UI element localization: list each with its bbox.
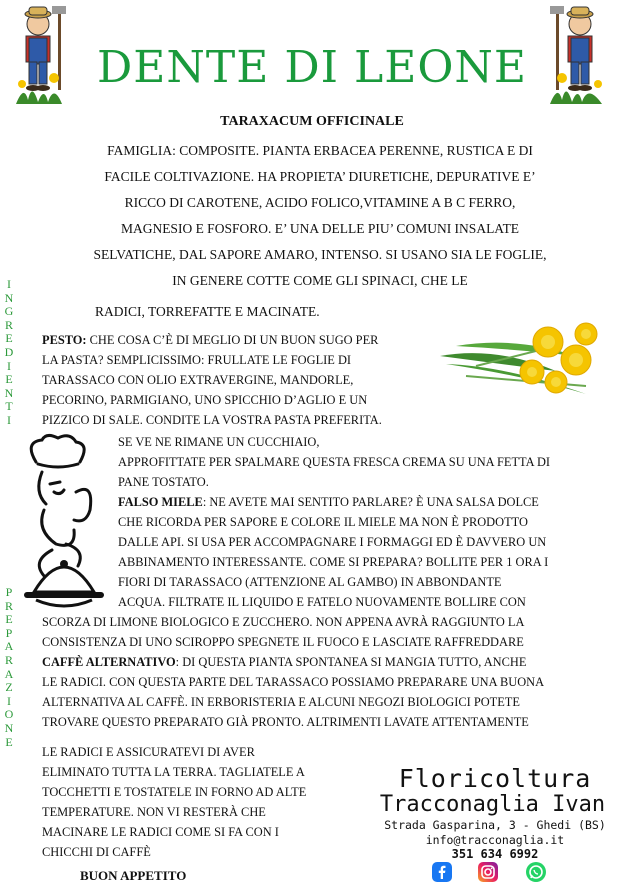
pesto-line bbox=[42, 330, 412, 350]
intro-line: SELVATICHE, DAL SAPORE AMARO, INTENSO. SI USANO SIA LE FOGLIE, bbox=[93, 247, 547, 262]
falso-miele-title: FALSO MIELE bbox=[118, 495, 203, 509]
chef-illustration bbox=[16, 432, 112, 616]
pesto-line: PANE TOSTATO. bbox=[118, 475, 209, 489]
pesto-line: PECORINO, PARMIGIANO, UNO SPICCHIO D’AGLIO E UN bbox=[42, 393, 368, 407]
intro-line: FAMIGLIA: COMPOSITE. PIANTA ERBACEA PERENNE, RUSTICA E DI bbox=[107, 143, 533, 158]
intro-line: IN GENERE COTTE COME GLI SPINACI, CHE LE bbox=[172, 273, 468, 288]
caffe-line: CHICCHI DI CAFFÈ bbox=[42, 845, 151, 859]
miele-line: SCORZA DI LIMONE BIOLOGICO E ZUCCHERO. NON APPENA AVRÀ RAGGIUNTO LA bbox=[42, 615, 525, 629]
caffe-alternativo-title: CAFFÈ ALTERNATIVO bbox=[42, 655, 176, 669]
caffe-line: ELIMINATO TUTTA LA TERRA. TAGLIATELE A bbox=[42, 765, 305, 779]
caffe-line: TOCCHETTI E TOSTATELE IN FORNO AD ALTE bbox=[42, 785, 307, 799]
pesto-line: TARASSACO CON OLIO EXTRAVERGINE, MANDORLE, bbox=[42, 373, 354, 387]
instagram-icon[interactable] bbox=[478, 862, 498, 882]
preparazione-vertical-label: P R E P A R A Z I O N E bbox=[4, 585, 14, 749]
whatsapp-icon[interactable] bbox=[526, 862, 546, 882]
caffe-line: ALTERNATIVA AL CAFFÈ. IN ERBORISTERIA E ALCUNI NEGOZI BIOLOGICI POTETE bbox=[42, 695, 520, 709]
intro-text bbox=[40, 138, 600, 294]
caffe-line: TEMPERATURE. NON VI RESTERÀ CHE bbox=[42, 805, 266, 819]
pesto-paragraph bbox=[42, 330, 412, 430]
closing-text: BUON APPETITO bbox=[80, 868, 187, 883]
pesto-text: CHE COSA C’È DI MEGLIO DI UN BUON SUGO PER bbox=[86, 333, 379, 347]
dandelion-image bbox=[436, 316, 612, 404]
miele-line: CONSISTENZA DI UNO SCIROPPO SPEGNETE IL FUOCO E LASCIATE RAFFREDDARE bbox=[42, 635, 524, 649]
pesto-line: LA PASTA? SEMPLICISSIMO: FRULLATE LE FOGLIE DI bbox=[42, 353, 352, 367]
caffe-text: : DI QUESTA PIANTA SPONTANEA SI MANGIA TUTTO, ANCHE bbox=[175, 655, 527, 669]
caffe-line: LE RADICI. CON QUESTA PARTE DEL TARASSACO POSSIAMO PREPARARE UNA BUONA bbox=[42, 675, 545, 689]
caffe-line: TROVARE QUESTO PREPARATO GIÀ PRONTO. ALTRIMENTI LAVATE ATTENTAMENTE bbox=[42, 715, 529, 729]
shop-address: Strada Gasparina, 3 - Ghedi (BS) bbox=[384, 818, 606, 832]
shop-phone[interactable]: 351 634 6992 bbox=[451, 847, 539, 861]
intro-line: MAGNESIO E FOSFORO. E’ UNA DELLE PIU’ COMUNI INSALATE bbox=[120, 221, 520, 236]
facebook-icon[interactable] bbox=[432, 862, 452, 882]
intro-line: FACILE COLTIVAZIONE. HA PROPIETA’ DIURETICHE, DEPURATIVE E’ bbox=[104, 169, 536, 184]
caffe-line bbox=[42, 652, 582, 672]
pesto-line: PIZZICO DI SALE. CONDITE LA VOSTRA PASTA PREFERITA. bbox=[42, 413, 382, 427]
pesto-line: SE VE NE RIMANE UN CUCCHIAIO, bbox=[118, 435, 320, 449]
caffe-paragraph-cont bbox=[42, 742, 338, 862]
pesto-line: APPROFITTATE PER SPALMARE QUESTA FRESCA CREMA SU UNA FETTA DI bbox=[118, 455, 551, 469]
miele-line: CHE RICORDA PER SAPORE E COLORE IL MIELE MA NON È PRODOTTO bbox=[118, 515, 528, 529]
miele-line: FIORI DI TARASSACO (ATTENZIONE AL GAMBO) IN ABBONDANTE bbox=[118, 575, 502, 589]
miele-line: ABBINAMENTO INTERESSANTE. COME SI PREPARA? BOLLITE PER 1 ORA I bbox=[118, 555, 549, 569]
intro-line: RICCO DI CAROTENE, ACIDO FOLICO,VITAMINE A B C FERRO, bbox=[124, 195, 516, 210]
ingredienti-vertical-label: I N G R E D I E N T I bbox=[4, 277, 14, 427]
scientific-name: TARAXACUM OFFICINALE bbox=[220, 114, 404, 129]
caffe-line: LE RADICI E ASSICURATEVI DI AVER bbox=[42, 745, 255, 759]
miele-line: ACQUA. FILTRATE IL LIQUIDO E FATELO NUOVAMENTE BOLLIRE CON bbox=[118, 595, 526, 609]
pesto-title: PESTO: bbox=[42, 333, 87, 347]
pesto-paragraph-cont bbox=[118, 432, 580, 612]
intro-line: RADICI, TORREFATTE E MACINATE. bbox=[95, 304, 320, 319]
miele-line: DALLE API. SI USA PER ACCOMPAGNARE I FORMAGGI ED È DAVVERO UN bbox=[118, 535, 547, 549]
miele-text: : NE AVETE MAI SENTITO PARLARE? È UNA SALSA DOLCE bbox=[202, 495, 539, 509]
shop-name-line2: Tracconaglia Ivan bbox=[379, 792, 606, 817]
caffe-line: MACINARE LE RADICI COME SI FA CON I bbox=[42, 825, 279, 839]
shop-name-line1: Floricoltura bbox=[398, 764, 592, 793]
miele-line bbox=[118, 492, 580, 512]
miele-paragraph-cont bbox=[42, 612, 582, 732]
shop-email[interactable]: info@tracconaglia.it bbox=[425, 833, 565, 847]
page-title: DENTE DI LEONE bbox=[96, 42, 528, 93]
